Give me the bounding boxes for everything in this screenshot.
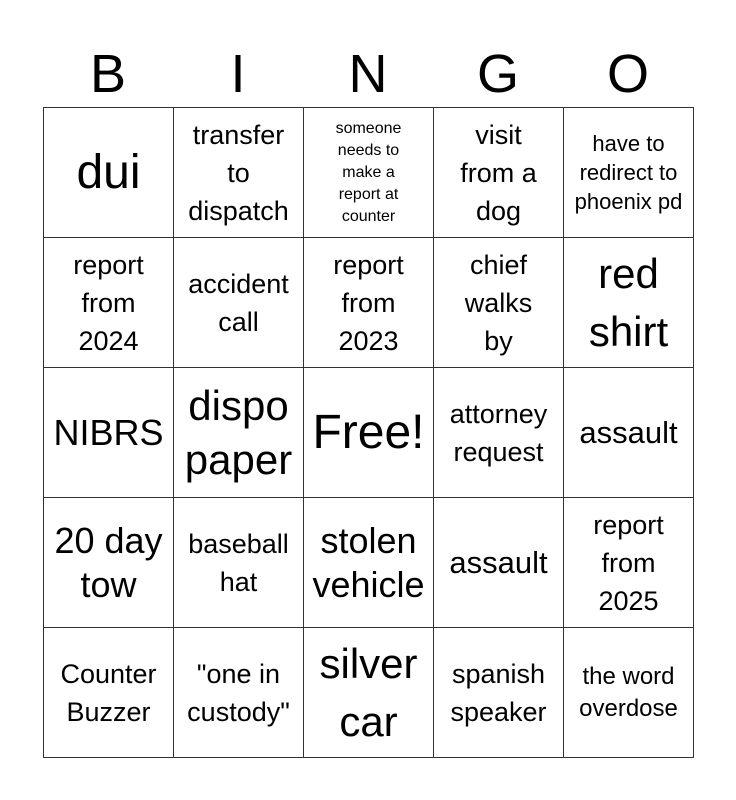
- cell-text: someone needs to make a report at counter: [335, 119, 402, 225]
- cell-text: "one in custody": [187, 658, 290, 727]
- cell-text: report from 2024: [73, 249, 144, 356]
- cell-text: the word overdose: [579, 662, 678, 722]
- bingo-cell[interactable]: [434, 108, 564, 238]
- cell-text: assault: [579, 415, 678, 450]
- cell-text: stolen vehicle: [312, 519, 425, 605]
- bingo-cell[interactable]: [564, 628, 694, 758]
- cell-text: report from 2023: [333, 249, 404, 356]
- bingo-cell[interactable]: [434, 368, 564, 498]
- cell-text: silver car: [319, 639, 418, 745]
- bingo-cell[interactable]: [174, 498, 304, 628]
- cell-text: report from 2025: [593, 509, 664, 616]
- bingo-cell[interactable]: [174, 628, 304, 758]
- cell-text: transfer to dispatch: [188, 119, 289, 226]
- header-letter-i: I: [230, 44, 246, 104]
- cell-text: accident call: [188, 268, 289, 337]
- cell-text: spanish speaker: [450, 658, 547, 727]
- cell-text: visit from a dog: [460, 119, 537, 226]
- bingo-card: [43, 107, 694, 758]
- header-letter-g: G: [476, 44, 519, 104]
- cell-text: red shirt: [588, 249, 669, 355]
- cell-text: chief walks by: [464, 249, 533, 356]
- bingo-cell[interactable]: [304, 368, 434, 498]
- cell-text: Counter Buzzer: [60, 658, 157, 727]
- bingo-cell[interactable]: [174, 238, 304, 368]
- bingo-header: [43, 44, 693, 104]
- bingo-cell[interactable]: [44, 628, 174, 758]
- cell-text: attorney request: [449, 398, 548, 467]
- header-letter-b: B: [89, 44, 127, 104]
- bingo-cell[interactable]: [564, 368, 694, 498]
- cell-text: baseball hat: [188, 528, 289, 597]
- cell-text: have to redirect to phoenix pd: [574, 131, 683, 214]
- bingo-cell[interactable]: [304, 498, 434, 628]
- header-letter-o: O: [606, 44, 649, 104]
- bingo-cell[interactable]: [564, 108, 694, 238]
- cell-text: Free!: [312, 405, 425, 459]
- bingo-cell[interactable]: [564, 238, 694, 368]
- bingo-cell[interactable]: [44, 238, 174, 368]
- bingo-cell[interactable]: [304, 628, 434, 758]
- bingo-cell[interactable]: [44, 498, 174, 628]
- cell-text: 20 day tow: [54, 519, 163, 605]
- bingo-cell[interactable]: [304, 238, 434, 368]
- cell-text: dispo paper: [184, 381, 293, 483]
- cell-text: NIBRS: [53, 411, 164, 453]
- cell-text: assault: [449, 545, 548, 580]
- bingo-cell[interactable]: [434, 238, 564, 368]
- header-letter-n: N: [348, 44, 388, 104]
- bingo-cell[interactable]: [44, 108, 174, 238]
- bingo-cell[interactable]: [434, 628, 564, 758]
- bingo-cell[interactable]: [174, 108, 304, 238]
- bingo-cell[interactable]: [304, 108, 434, 238]
- bingo-cell[interactable]: [434, 498, 564, 628]
- bingo-cell[interactable]: [174, 368, 304, 498]
- cell-text: dui: [76, 145, 141, 199]
- bingo-cell[interactable]: [564, 498, 694, 628]
- bingo-cell[interactable]: [44, 368, 174, 498]
